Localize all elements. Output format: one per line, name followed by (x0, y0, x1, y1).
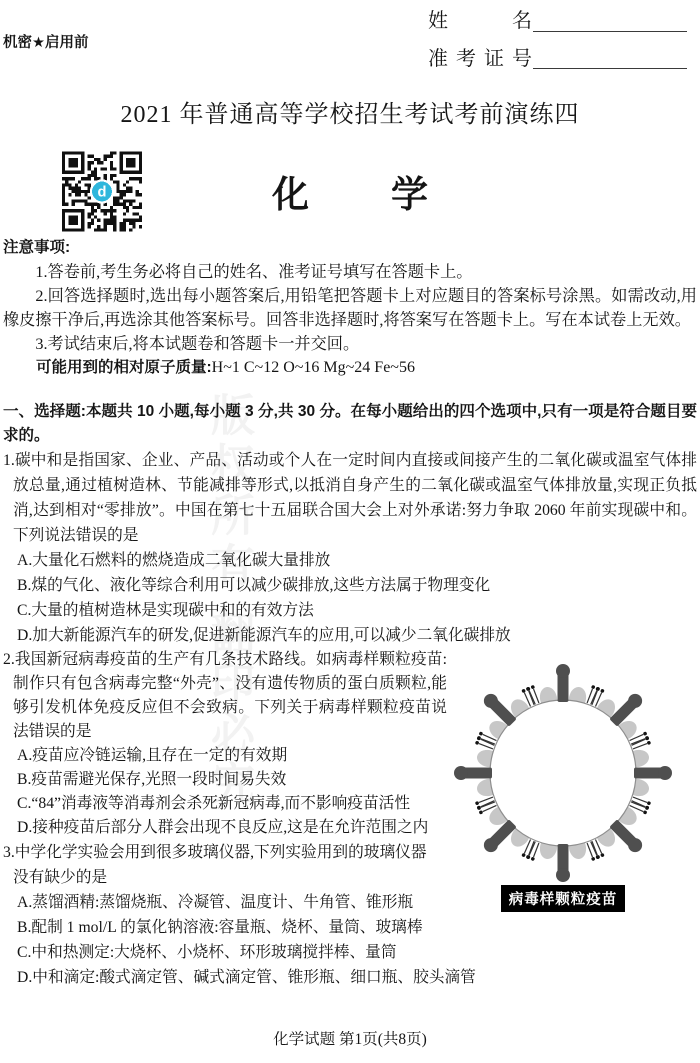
option-c: C.“84”消毒液等消毒剂会杀死新冠病毒,而不影响疫苗活性 (17, 795, 411, 812)
question-stem: 2.我国新冠病毒疫苗的生产有几条技术路线。如病毒样颗粒疫苗:制作只有包含病毒完整“外壳”、没有遗传物质的蛋白质颗粒,能够引发机体免疫反应但不会致病。下列关于病毒样颗粒疫苗说法错误的是 (3, 651, 447, 740)
option-c: C.大量的植树造林是实现碳中和的有效方法 (17, 602, 314, 619)
virus-figure (450, 660, 676, 912)
question-1 (3, 448, 697, 648)
option-a: A.蒸馏酒精:蒸馏烧瓶、冷凝管、温度计、牛角管、锥形瓶 (17, 894, 414, 911)
footer-page-number: 化学试题 第1页(共8页) (273, 1031, 427, 1048)
examid-field-row (428, 42, 688, 71)
option-a: A.疫苗应冷链运输,且存在一定的有效期 (17, 747, 288, 764)
question-stem: 1.碳中和是指国家、企业、产品、活动或个人在一定时间内直接或间接产生的二氧化碳或温室气体排放总量,通过植树造林、节能减排等形式,以抵消自身产生的二氧化碳或温室气体排放量,实现正负抵消,达到相对“零排放”。中国在第七十五届联合国大会上对外承诺:努力争取 2060 年前实现碳中和。下列说法错误的是 (3, 452, 697, 544)
atomic-mass-values: H~1 C~12 O~16 Mg~24 Fe~56 (211, 359, 415, 376)
confidential-label: 机密★启用前 (3, 35, 89, 51)
options-list (17, 548, 697, 648)
name-field-row (428, 4, 688, 33)
name-underline (533, 31, 687, 32)
section-header: 一、选择题:本题共 10 小题,每小题 3 分,共 30 分。在每小题给出的四个选项中,只有一项是符合题目要求的。 (3, 403, 697, 444)
atomic-mass-label: 可能用到的相对原子质量: (36, 359, 212, 376)
option-d: D.接种疫苗后部分人群会出现不良反应,这是在允许范围之内 (17, 819, 429, 836)
examid-label: 准考证号 (428, 48, 532, 70)
option-d: D.加大新能源汽车的研发,促进新能源汽车的应用,可以减少二氧化碳排放 (17, 627, 511, 644)
option-b: B.配制 1 mol/L 的氯化钠溶液:容量瓶、烧杯、量筒、玻璃棒 (17, 919, 423, 936)
watermark: 版权所有 翻印必究 (204, 392, 253, 811)
option-b: B.疫苗需避光保存,光照一段时间易失效 (17, 771, 287, 788)
notice-item: 1.答卷前,考生务必将自己的姓名、准考证号填写在答题卡上。 (35, 263, 473, 281)
question-stem: 3.中学化学实验会用到很多玻璃仪器,下列实验用到的玻璃仪器 (3, 844, 427, 861)
svg-text:d: d (97, 184, 107, 201)
exam-title: 2021 年普通高等学校招生考试考前演练四 (120, 102, 580, 128)
question-stem-continued: 没有缺少的是 (13, 869, 108, 886)
option-b: B.煤的气化、液化等综合利用可以减少碳排放,这些方法属于物理变化 (17, 577, 491, 594)
atomic-mass-line (3, 356, 697, 380)
option-a: A.大量化石燃料的燃烧造成二氧化碳大量排放 (17, 552, 331, 569)
subject-title: 化学 (272, 174, 510, 215)
notice-item: 3.考试结束后,将本试题卷和答题卡一并交回。 (35, 335, 360, 353)
name-label: 姓名 (428, 10, 532, 32)
examid-underline (533, 68, 687, 69)
figure-caption: 病毒样颗粒疫苗 (501, 885, 626, 912)
option-c: C.中和热测定:大烧杯、小烧杯、环形玻璃搅拌棒、量筒 (17, 944, 397, 961)
notice-item: 2.回答选择题时,选出每小题答案后,用铅笔把答题卡上对应题目的答案标号涂黑。如需改动,用橡皮擦干净后,再选涂其他答案标号。回答非选择题时,将答案写在答题卡上。写在本试卷上无效。 (3, 287, 697, 329)
option-d: D.中和滴定:酸式滴定管、碱式滴定管、锥形瓶、细口瓶、胶头滴管 (17, 969, 476, 986)
virus-particle-icon (450, 660, 676, 886)
notice-heading: 注意事项: (3, 239, 71, 256)
